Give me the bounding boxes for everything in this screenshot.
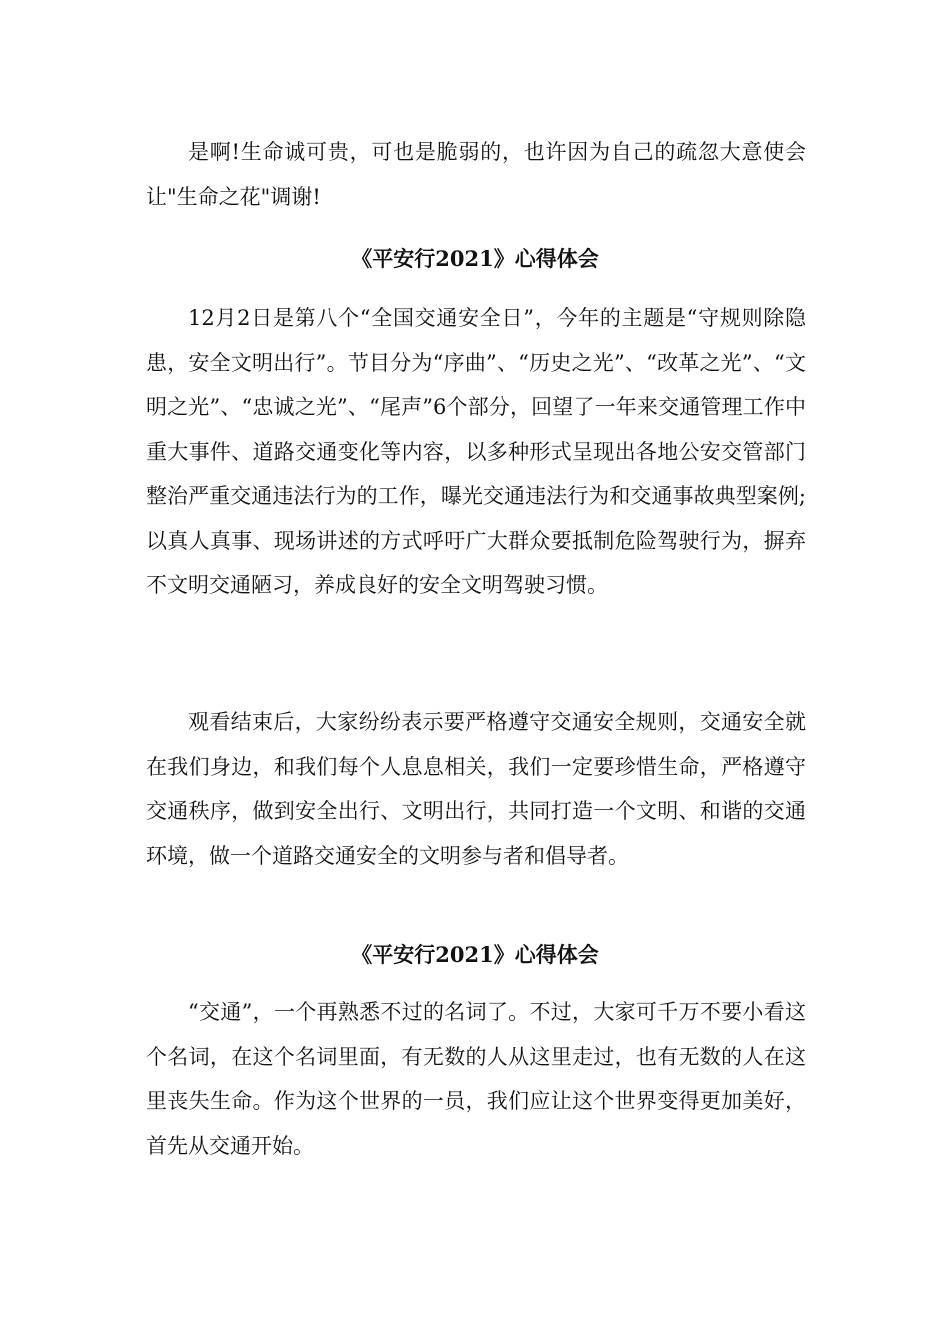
- paragraph-life-fragile: 是啊!生命诚可贵，可也是脆弱的，也许因为自己的疏忽大意使会让"生命之花"调谢!: [146, 140, 806, 209]
- paragraph-traffic-day: 12月2日是第八个“全国交通安全日”，今年的主题是“守规则除隐患，安全文明出行”。节目分为“序曲”、“历史之光”、“改革之光”、“文明之光”、“忠诚之光”、“尾声”6个部分，回望了一年来交通管理工作中重大事件、道路交通变化等内容，以多种形式呈现出各地公安交管部门整治严重交通违法行为的工作，曝光交通违法行为和交通事故典型案例;以真人真事、现场讲述的方式呼吁广大群众要抵制危险驾驶行为，摒弃不文明交通陋习，养成良好的安全文明驾驶习惯。: [146, 306, 806, 597]
- section-heading-2: 《平安行2021》心得体会: [351, 942, 599, 967]
- section-heading-1: 《平安行2021》心得体会: [351, 246, 599, 271]
- paragraph-after-viewing: 观看结束后，大家纷纷表示要严格遵守交通安全规则，交通安全就在我们身边，和我们每个人息息相关，我们一定要珍惜生命，严格遵守交通秩序，做到安全出行、文明出行，共同打造一个文明、和谐的交通环境，做一个道路交通安全的文明参与者和倡导者。: [146, 710, 806, 868]
- paragraph-traffic-word: “交通”，一个再熟悉不过的名词了。不过，大家可千万不要小看这个名词，在这个名词里面，有无数的人从这里走过，也有无数的人在这里丧失生命。作为这个世界的一员，我们应让这个世界变得更加美好，首先从交通开始。: [146, 1000, 806, 1158]
